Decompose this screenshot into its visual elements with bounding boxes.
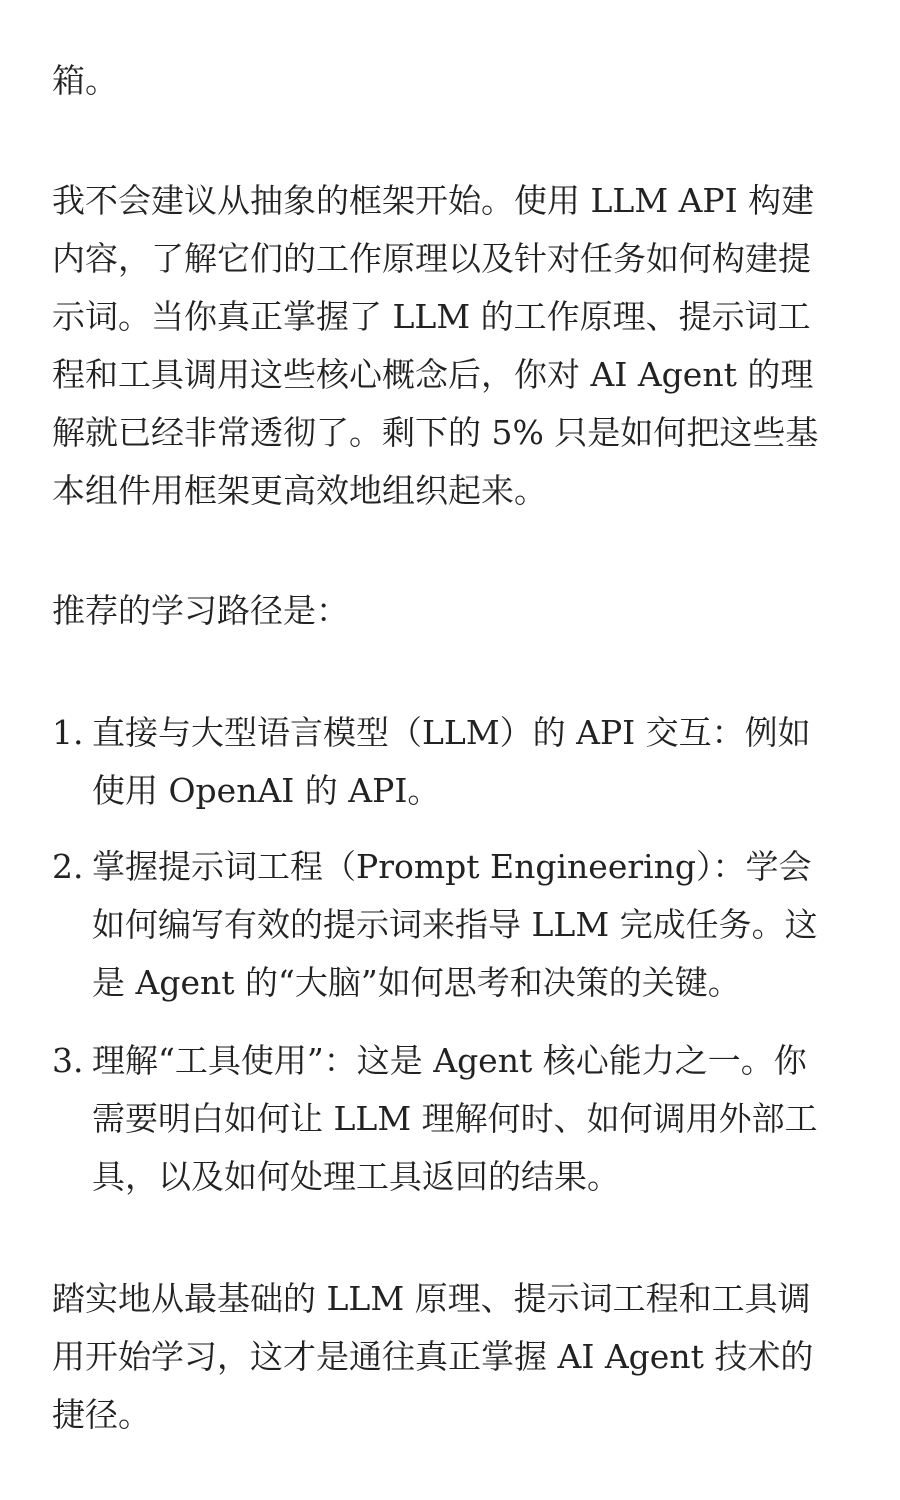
text-line: 解就已经非常透彻了。剩下的 5% 只是如何把这些基 (52, 413, 819, 452)
paragraph-continuation (52, 52, 852, 110)
text-line: 箱。 (52, 61, 118, 100)
list-item-body (92, 704, 852, 820)
list-number: 3. (52, 1041, 84, 1080)
paragraph-framework-advice (52, 172, 852, 520)
text-line: 使用 OpenAI 的 API。 (92, 771, 441, 810)
list-item-1 (52, 704, 852, 820)
text-line: 推荐的学习路径是： (52, 591, 349, 630)
text-line: 程和工具调用这些核心概念后，你对 AI Agent 的理 (52, 355, 814, 394)
text-line: 本组件用框架更高效地组织起来。 (52, 471, 547, 510)
text-line: 具，以及如何处理工具返回的结果。 (92, 1157, 620, 1196)
text-line: 内容，了解它们的工作原理以及针对任务如何构建提 (52, 239, 811, 278)
text-line: 是 Agent 的“大脑”如何思考和决策的关键。 (92, 963, 741, 1002)
text-line: 掌握提示词工程（Prompt Engineering）：学会 (92, 847, 812, 886)
paragraph-conclusion (52, 1270, 852, 1444)
text-line: 需要明白如何让 LLM 理解何时、如何调用外部工 (92, 1099, 818, 1138)
list-number: 1. (52, 713, 84, 752)
text-line: 理解“工具使用”：这是 Agent 核心能力之一。你 (92, 1041, 807, 1080)
list-item-body (92, 1032, 852, 1206)
text-line: 直接与大型语言模型（LLM）的 API 交互：例如 (92, 713, 811, 752)
list-item-2 (52, 838, 852, 1012)
text-line: 我不会建议从抽象的框架开始。使用 LLM API 构建 (52, 181, 815, 220)
list-item-body (92, 838, 852, 1012)
text-line: 如何编写有效的提示词来指导 LLM 完成任务。这 (92, 905, 818, 944)
list-number: 2. (52, 847, 84, 886)
paragraph-learning-path-intro (52, 582, 852, 640)
text-line: 用开始学习，这才是通往真正掌握 AI Agent 技术的 (52, 1337, 814, 1376)
list-item-3 (52, 1032, 852, 1206)
text-line: 示词。当你真正掌握了 LLM 的工作原理、提示词工 (52, 297, 811, 336)
text-line: 捷径。 (52, 1395, 151, 1434)
text-line: 踏实地从最基础的 LLM 原理、提示词工程和工具调 (52, 1279, 811, 1318)
